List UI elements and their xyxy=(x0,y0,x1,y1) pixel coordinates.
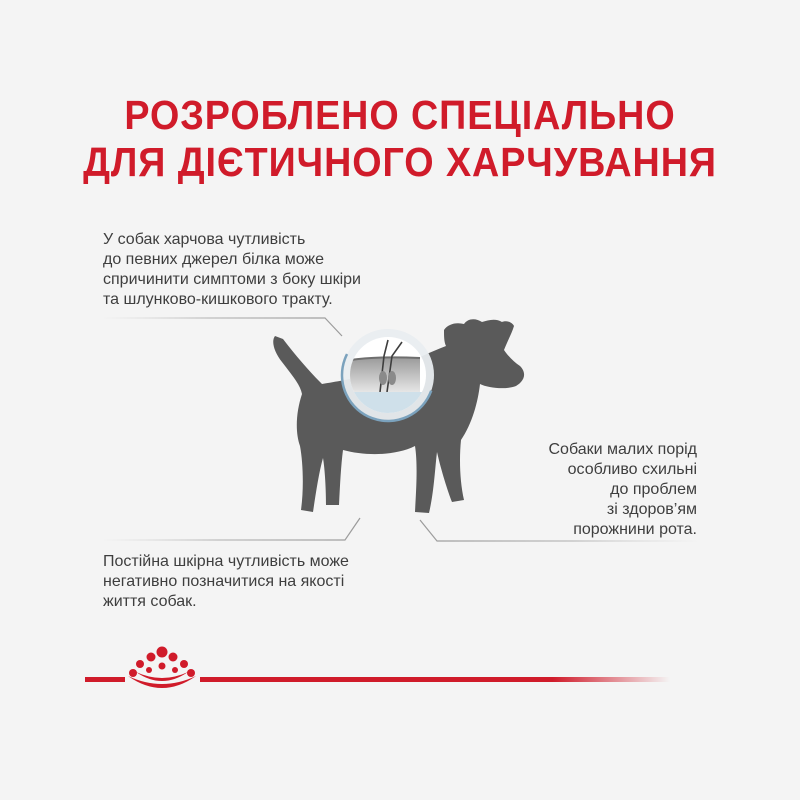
royal-canin-crown-logo xyxy=(128,647,196,689)
callout-line: особливо схильні xyxy=(567,461,697,478)
callout-line: негативно позначитися на якості xyxy=(103,573,345,590)
headline-line-1: РОЗРОБЛЕНО СПЕЦІАЛЬНО xyxy=(124,92,676,138)
connector-line-right xyxy=(420,520,700,541)
connector-line-bottom xyxy=(100,518,360,540)
callout-line: життя собак. xyxy=(103,593,197,610)
callout-line: Собаки малих порід xyxy=(548,441,697,458)
callout-line: до певних джерел білка може xyxy=(103,251,325,268)
callout-line: спричинити симптоми з боку шкіри xyxy=(103,271,361,288)
headline-line-2: ДЛЯ ДІЄТИЧНОГО ХАРЧУВАННЯ xyxy=(83,139,717,185)
callout-line: порожнини рота. xyxy=(573,521,697,538)
connector-line-top xyxy=(100,318,342,336)
callout-line: Постійна шкірна чутливість може xyxy=(103,553,349,570)
callout-line: та шлунково-кишкового тракту. xyxy=(103,291,333,308)
callout-line: У собак харчова чутливість xyxy=(103,231,306,248)
callout-line: до проблем xyxy=(610,481,697,498)
callout-line: зі здоров’ям xyxy=(606,501,697,518)
